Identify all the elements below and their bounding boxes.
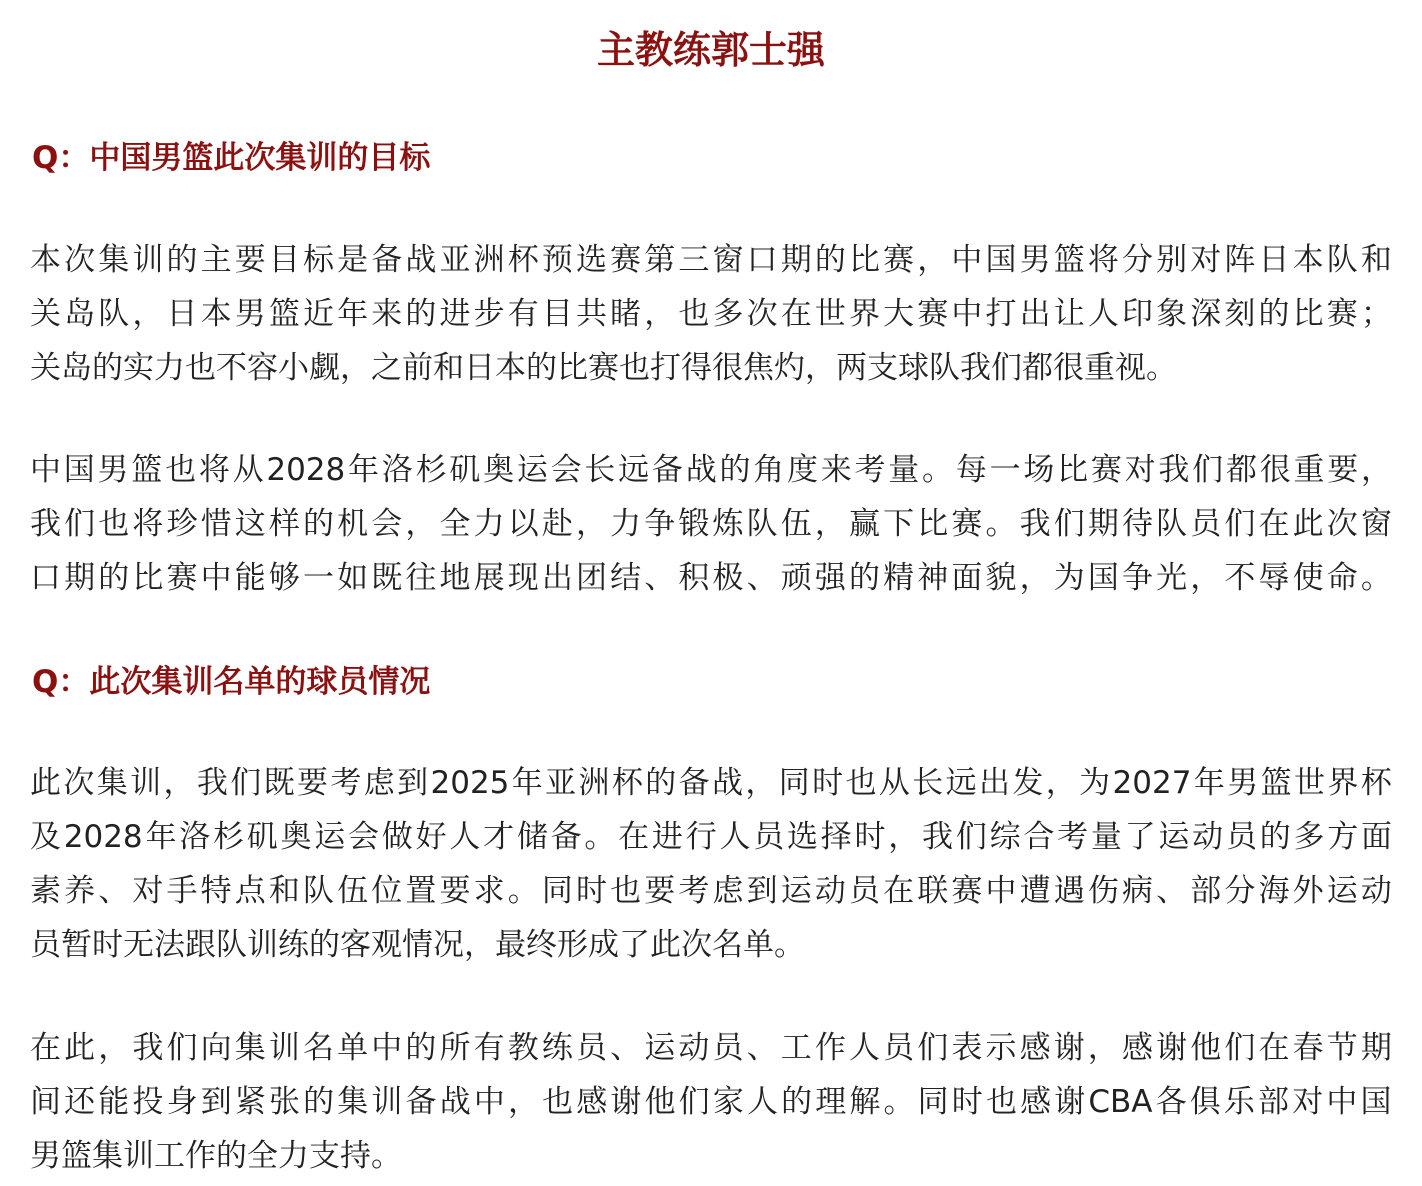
paragraph-line: 我 们 也 将 珍 惜 这 样 的 机 会 ， 全 力 以 赴 ， 力 争 锻 炼 队 伍 ， 赢 下 比 赛 。 我 们 期 待 队 员 们 在 此 次 窗 <box>30 506 1392 542</box>
paragraph-line: 间 还 能 投 身 到 紧 张 的 集 训 备 战 中 ， 也 感 谢 他 们 家 人 的 理 解 。 同 时 也 感 谢 CBA 各 俱 乐 部 对 中 国 <box>30 1084 1392 1120</box>
paragraph-line: 此 次 集 训 ， 我 们 既 要 考 虑 到 2025 年 亚 洲 杯 的 备 战 ， 同 时 也 从 长 远 出 发 ， 为 2027 年 男 篮 世 界 杯 <box>30 765 1392 801</box>
paragraph-line: 口 期 的 比 赛 中 能 够 一 如 既 往 地 展 现 出 团 结 、 积 极 、 顽 强 的 精 神 面 貌 ， 为 国 争 光 ， 不 辱 使 命 。 <box>30 560 1392 596</box>
paragraph-line: 关岛的实力也不容小觑，之前和日本的比赛也打得很焦灼，两支球队我们都很重视。 <box>30 350 1177 386</box>
section-2-paragraph-2 <box>30 1021 1392 1183</box>
paragraph-line: 员暂时无法跟队训练的客观情况，最终形成了此次名单。 <box>30 927 805 963</box>
section-2-paragraph-1 <box>30 756 1392 972</box>
paragraph-line: 在 此 ， 我 们 向 集 训 名 单 中 的 所 有 教 练 员 、 运 动 员 、 工 作 人 员 们 表 示 感 谢 ， 感 谢 他 们 在 春 节 期 <box>30 1030 1392 1066</box>
section-1-paragraph-1 <box>30 233 1392 395</box>
paragraph-line: 关 岛 队 ， 日 本 男 篮 近 年 来 的 进 步 有 目 共 睹 ， 也 多 次 在 世 界 大 赛 中 打 出 让 人 印 象 深 刻 的 比 赛 ； <box>30 296 1392 332</box>
paragraph-line: 中 国 男 篮 也 将 从 2028 年 洛 杉 矶 奥 运 会 长 远 备 战 的 角 度 来 考 量 。 每 一 场 比 赛 对 我 们 都 很 重 要 ， <box>30 452 1392 488</box>
page-title: 主教练郭士强 <box>596 28 825 72</box>
section-2-question: Q：此次集训名单的球员情况 <box>32 664 431 700</box>
paragraph-line: 本 次 集 训 的 主 要 目 标 是 备 战 亚 洲 杯 预 选 赛 第 三 窗 口 期 的 比 赛 ， 中 国 男 篮 将 分 别 对 阵 日 本 队 和 <box>30 242 1392 278</box>
paragraph-line: 素 养 、 对 手 特 点 和 队 伍 位 置 要 求 。 同 时 也 要 考 虑 到 运 动 员 在 联 赛 中 遭 遇 伤 病 、 部 分 海 外 运 动 <box>30 873 1392 909</box>
section-1-paragraph-2 <box>30 443 1392 605</box>
paragraph-line: 男篮集训工作的全力支持。 <box>30 1138 402 1174</box>
paragraph-line: 及 2028 年 洛 杉 矶 奥 运 会 做 好 人 才 储 备 。 在 进 行 人 员 选 择 时 ， 我 们 综 合 考 量 了 运 动 员 的 多 方 面 <box>30 819 1392 855</box>
section-1-question: Q：中国男篮此次集训的目标 <box>32 140 431 176</box>
